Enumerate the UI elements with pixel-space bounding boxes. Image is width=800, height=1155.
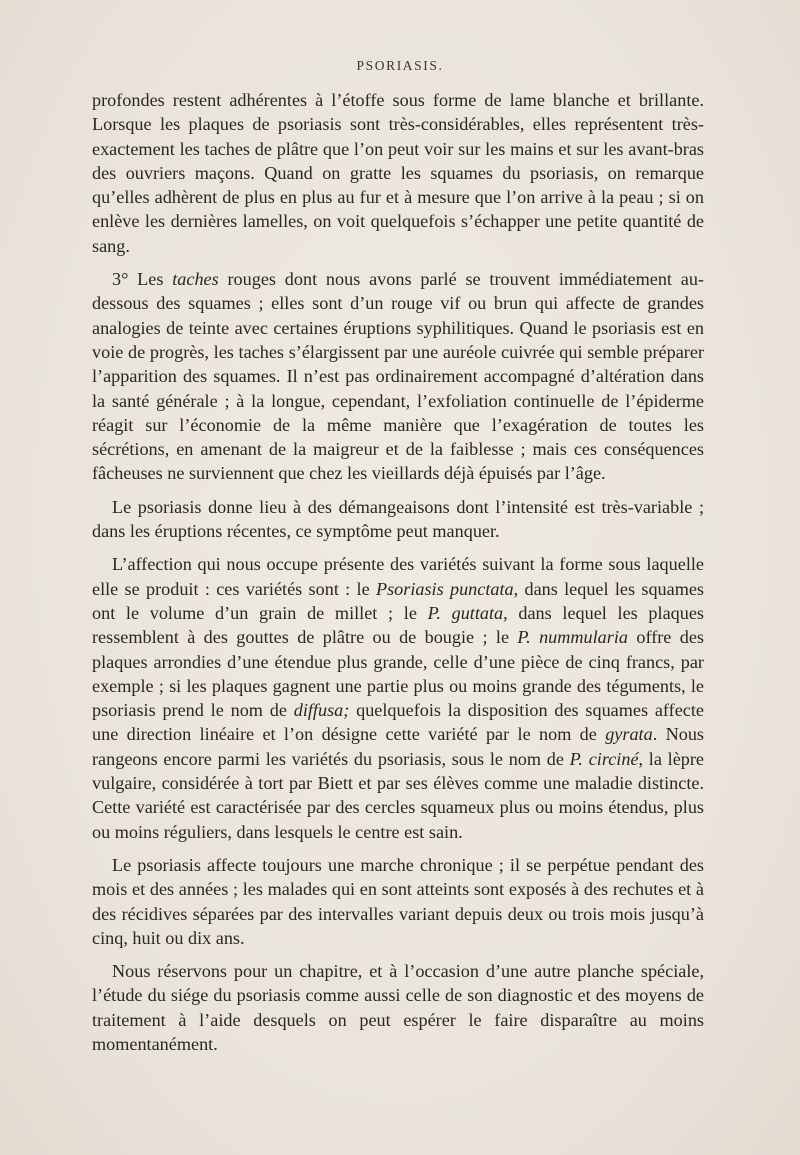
paragraph-demangeaisons (92, 495, 704, 544)
paragraph-continuation (92, 88, 704, 258)
italic-term: diffusa; (293, 700, 350, 721)
text-segment: Nous réservons pour un chapitre, et à l’occasion d’une autre planche spéciale, l’étude du siége du psoriasis comme aussi celle de son diagnostic et des moyens de traitement à l’aide desquels on peut espérer le faire disparaître au moins momentanément. (92, 961, 704, 1054)
text-segment: rouges dont nous avons parlé se trouvent immédiatement au-dessous des squames ; elles sont d’un rouge vif ou brun qui affecte de grandes analogies de teinte avec certaines éruptions syphilitiques. Quand le psoriasis est en voie de progrès, les taches s’élargissent par une auréole cuivrée qui semble préparer l’apparition des squames. Il n’est pas ordinairement accompagné d’altération dans la santé générale ; à la longue, cependant, l’exfoliation continuelle de l’épiderme réagit sur l’économie de la même manière que l’exagération de toutes les sécrétions, en amenant de la maigreur et de la faiblesse ; mais ces conséquences fâcheuses ne surviennent que chez les vieillards déjà épuisés par l’âge. (92, 269, 704, 484)
text-segment: , dans lequel les plaques ressemblent à des gouttes de plâtre ou de bougie ; le (92, 602, 704, 648)
paragraph-marche (92, 853, 704, 950)
text-segment: offre des plaques arrondies d’une étendue plus grande, celle d’une pièce de cinq francs, par exemple ; si les plaques gagnent une partie plus ou moins grande des téguments, le psoriasis prend le nom de (92, 627, 704, 721)
italic-term: taches (172, 269, 219, 290)
italic-term: P. guttata (427, 602, 504, 623)
paragraph-taches (92, 267, 704, 486)
text-segment: , dans lequel les squames ont le volume d’un grain de millet ; le (92, 578, 704, 623)
paragraph-reservons (92, 959, 704, 1056)
italic-term: Psoriasis punctata (375, 578, 514, 599)
italic-term: P. nummularia (517, 627, 628, 648)
text-segment: . Nous rangeons encore parmi les variétés du psoriasis, sous le nom de (92, 724, 704, 769)
text-segment: Le psoriasis affecte toujours une marche chronique ; il se perpétue pendant des mois et des années ; les malades qui en sont atteints sont exposés à des rechutes et à des récidives séparées par des intervalles variant depuis deux ou trois mois jusqu’à cinq, huit ou dix ans. (92, 854, 704, 948)
paragraph-varietes (92, 552, 704, 844)
text-segment: L’affection qui nous occupe présente des variétés suivant la forme sous laquelle elle se produit : ces variétés sont : le (92, 554, 704, 599)
running-head: PSORIASIS. (356, 58, 444, 73)
text-segment: 3° Les (112, 269, 173, 290)
italic-term: P. circiné (569, 748, 639, 769)
body-text (92, 88, 704, 1065)
text-segment: , la lèpre vulgaire, considérée à tort par Biett et par ses élèves comme une maladie distincte. Cette variété est caractérisée par des cercles squameux plus ou moins étendus, plus ou moins réguliers, dans lesquels le centre est sain. (92, 748, 704, 842)
italic-term: gyrata (605, 724, 653, 745)
text-segment: profondes restent adhérentes à l’étoffe sous forme de lame blanche et brillante. Lorsque les plaques de psoriasis sont très-considérables, elles représentent très-exactement les taches de plâtre que l’on peut voir sur les mains et sur les avant-bras des ouvriers maçons. Quand on gratte les squames du psoriasis, on remarque qu’elles adhèrent de plus en plus au fur et à mesure que l’on arrive à la peau ; si on enlève les dernières lamelles, on voit quelquefois s’échapper une petite quantité de sang. (92, 90, 704, 256)
text-segment: quelquefois la disposition des squames affecte une direction linéaire et l’on désigne cette variété par le nom de (92, 700, 704, 745)
text-segment: Le psoriasis donne lieu à des démangeaisons dont l’intensité est très-variable ; dans les éruptions récentes, ce symptôme peut manquer. (92, 496, 704, 542)
